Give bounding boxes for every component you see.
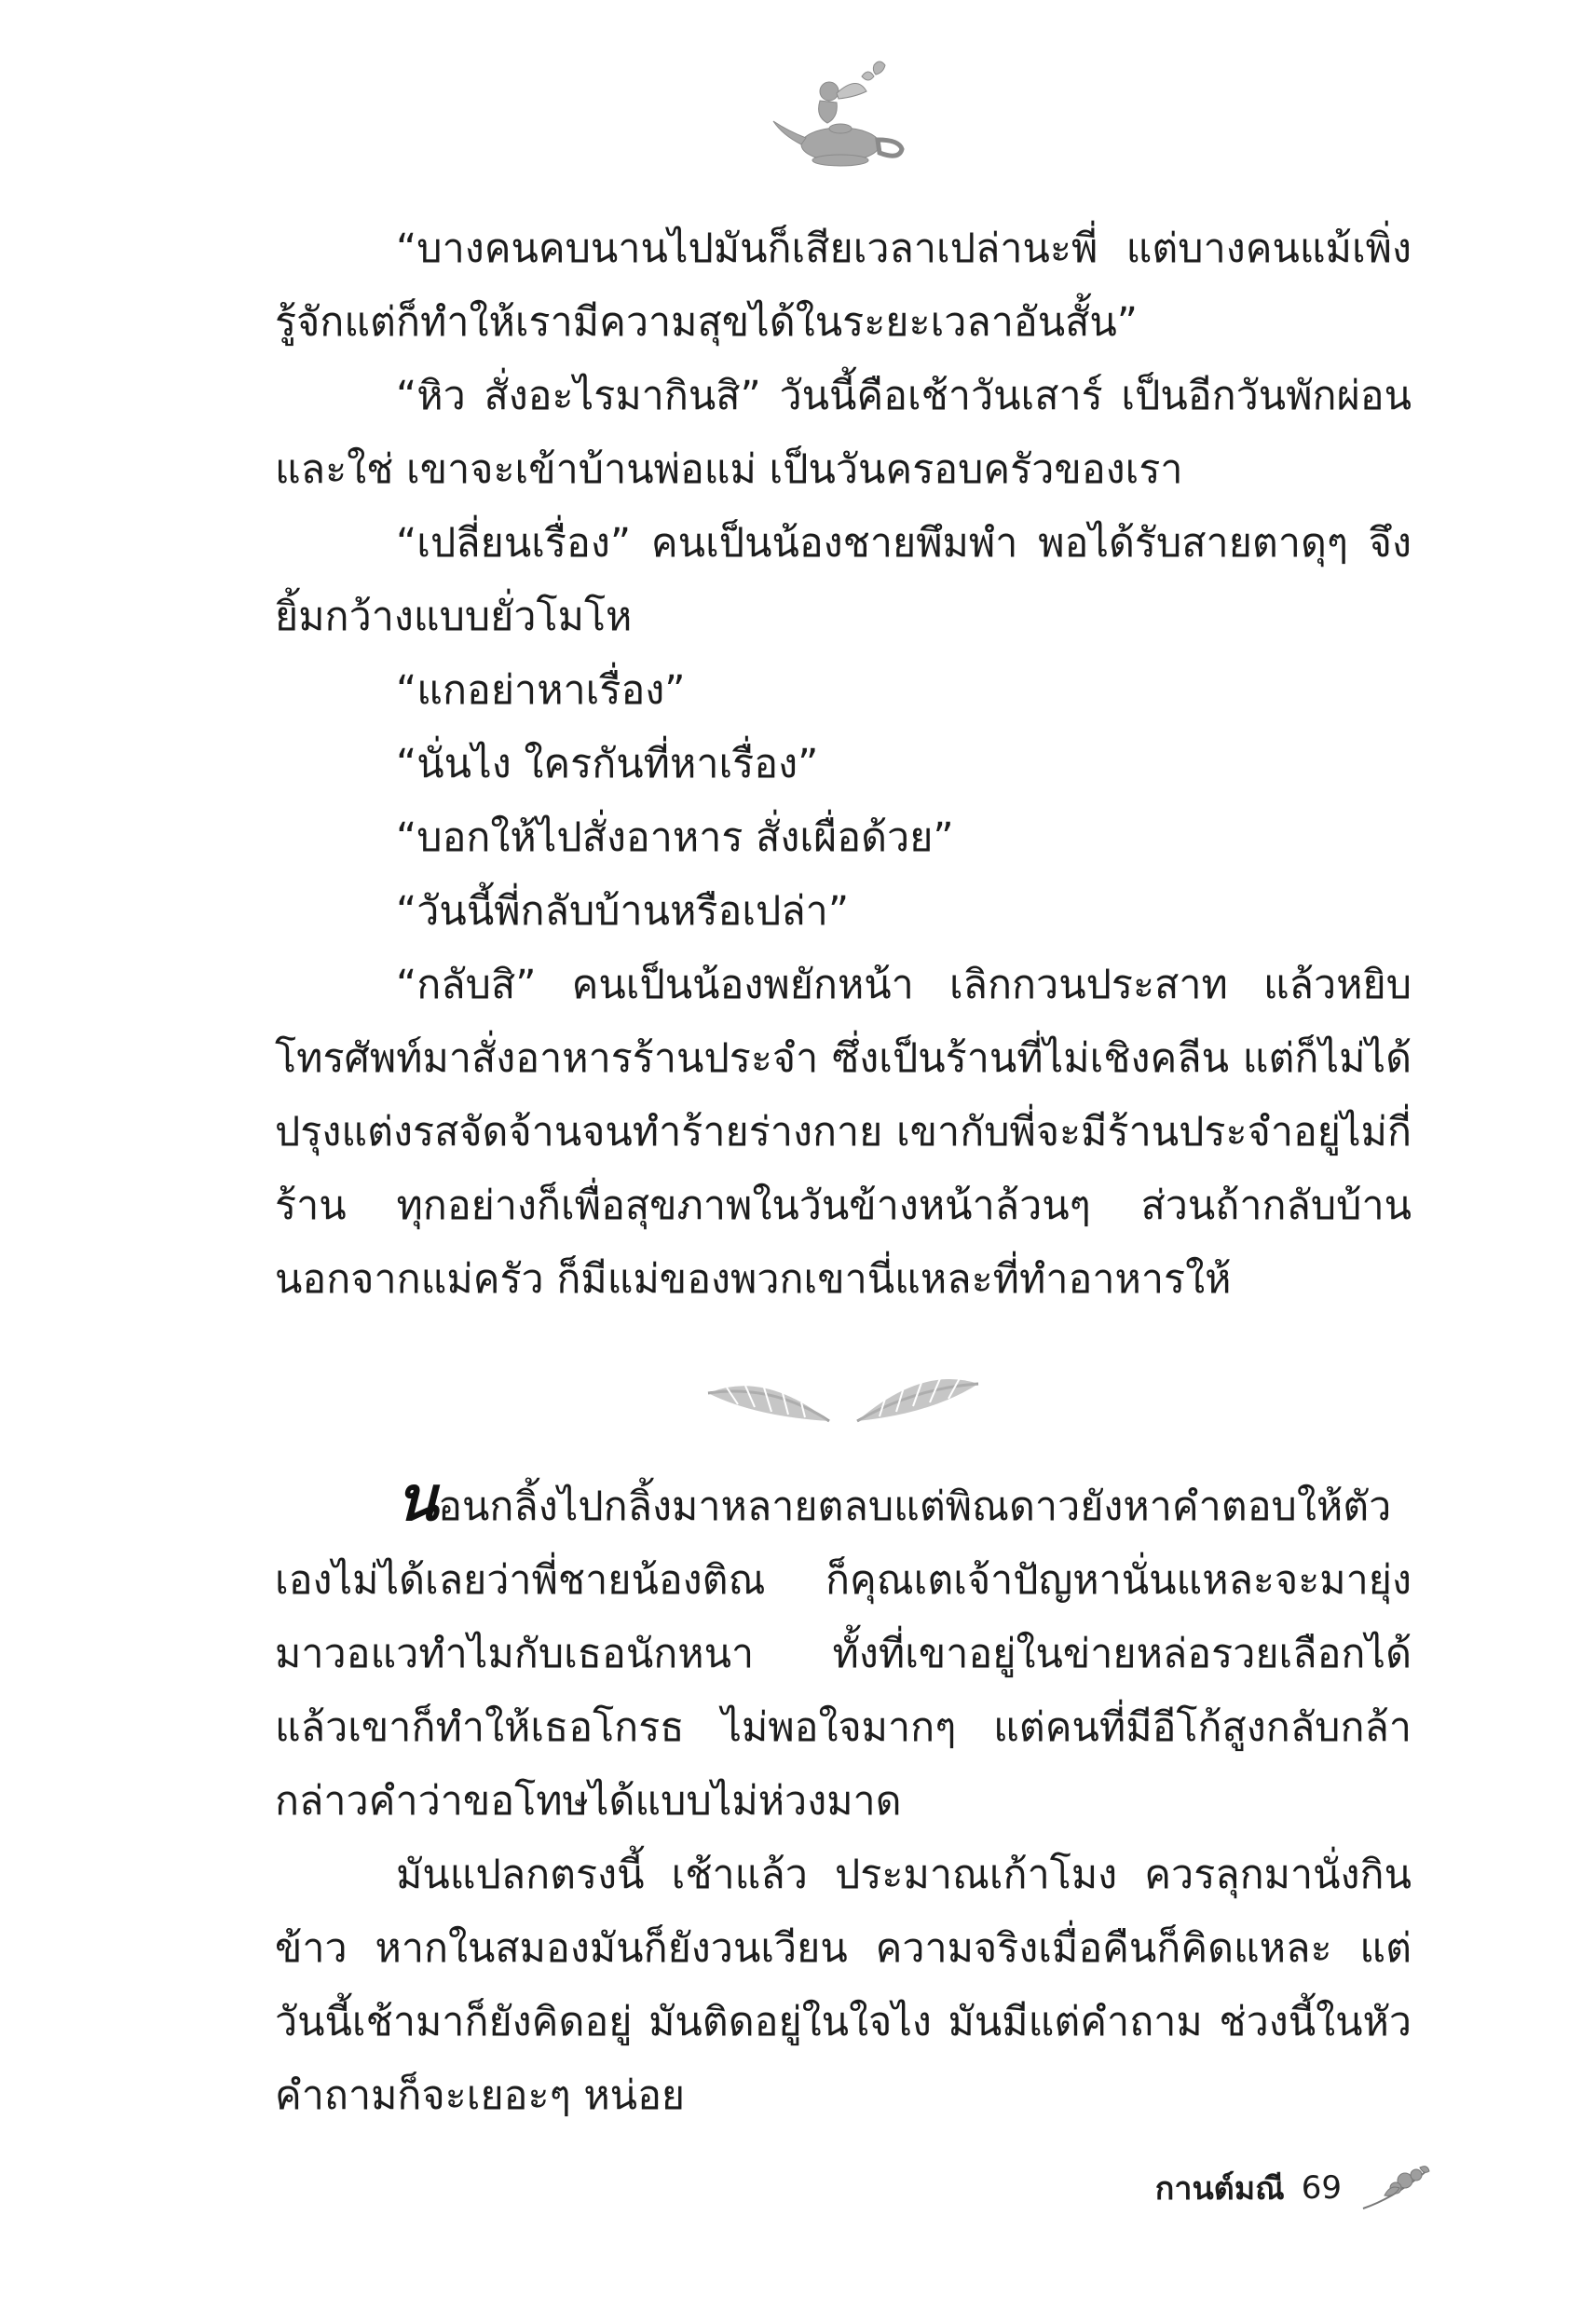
paragraph: “เปลี่ยนเรื่อง” คนเป็นน้องชายพึมพำ พอได้รับสายตาดุๆ จึงยิ้มกว้างแบบยั่วโมโห: [275, 520, 1412, 640]
paragraph: มันแปลกตรงนี้ เช้าแล้ว ประมาณเก้าโมง ควรลุกมานั่งกินข้าว หากในสมองมันก็ยังวนเวียน ความจริงเมื่อคืนก็คิดแหละ แต่วันนี้เช้ามาก็ยังคิดอยู่ มันติดอยู่ในใจไง มันมีแต่คำถาม ช่วงนี้ในหัวคำถามก็จะเยอะๆ หน่อย: [275, 1852, 1412, 2119]
page-number: 69: [1301, 2169, 1342, 2207]
chapter-body-top: [275, 212, 1412, 1317]
paragraph-with-drop-cap: [275, 1462, 1412, 1839]
paragraph-text: อนกลิ้งไปกลิ้งมาหลายตลบแต่พิณดาวยังหาคำตอบให้ตัวเองไม่ได้เลยว่าพี่ชายน้องติณ ก็คุณเตเจ้าปัญหานั่นแหละจะมายุ่งมาวอแวทำไมกับเธอนักหนา ทั้งที่เขาอยู่ในข่ายหล่อรวยเลือกได้ แล้วเขาก็ทำให้เธอโกรธ ไม่พอใจมากๆ แต่คนที่มีอีโก้สูงกลับกล้ากล่าวคำว่าขอโทษได้แบบไม่ห่วงมาด: [275, 1484, 1412, 1825]
flower-sprig-icon: [1358, 2160, 1433, 2216]
dialog-line: “นั่นไง ใครกันที่หาเรื่อง”: [396, 741, 819, 787]
paragraph: “กลับสิ” คนเป็นน้องพยักหน้า เลิกกวนประสาท แล้วหยิบโทรศัพท์มาสั่งอาหารร้านประจำ ซึ่งเป็นร้านที่ไม่เชิงคลีน แต่ก็ไม่ได้ปรุงแต่งรสจัดจ้านจนทำร้ายร่างกาย เขากับพี่จะมีร้านประจำอยู่ไม่กี่ร้าน ทุกอย่างก็เพื่อสุขภาพในวันข้างหน้าล้วนๆ ส่วนถ้ากลับบ้าน นอกจากแม่ครัว ก็มีแม่ของพวกเขานี่แหละที่ทำอาหารให้: [275, 962, 1412, 1303]
dialog-line: “วันนี้พี่กลับบ้านหรือเปล่า”: [396, 888, 850, 935]
feather-leaves-divider-icon: [689, 1365, 997, 1440]
book-title: กานต์มณี: [1154, 2170, 1285, 2208]
dialog-line: “แกอย่าหาเรื่อง”: [396, 667, 686, 714]
chapter-body-bottom: [275, 1462, 1412, 2133]
paragraph: “หิว สั่งอะไรมากินสิ” วันนี้คือเช้าวันเสาร์ เป็นอีกวันพักผ่อน และใช่ เขาจะเข้าบ้านพ่อแม่ เป็นวันครอบครัวของเรา: [275, 373, 1412, 493]
teapot-cupid-ornament-icon: [764, 56, 913, 177]
page-footer: [1155, 2160, 1433, 2216]
paragraph: “บางคนคบนานไปมันก็เสียเวลาเปล่านะพี่ แต่บางคนแม้เพิ่งรู้จักแต่ก็ทำให้เรามีความสุขได้ในระยะเวลาอันสั้น”: [275, 226, 1412, 346]
drop-cap: น: [396, 1462, 439, 1535]
dialog-line: “บอกให้ไปสั่งอาหาร สั่งเผื่อด้วย”: [396, 814, 954, 861]
